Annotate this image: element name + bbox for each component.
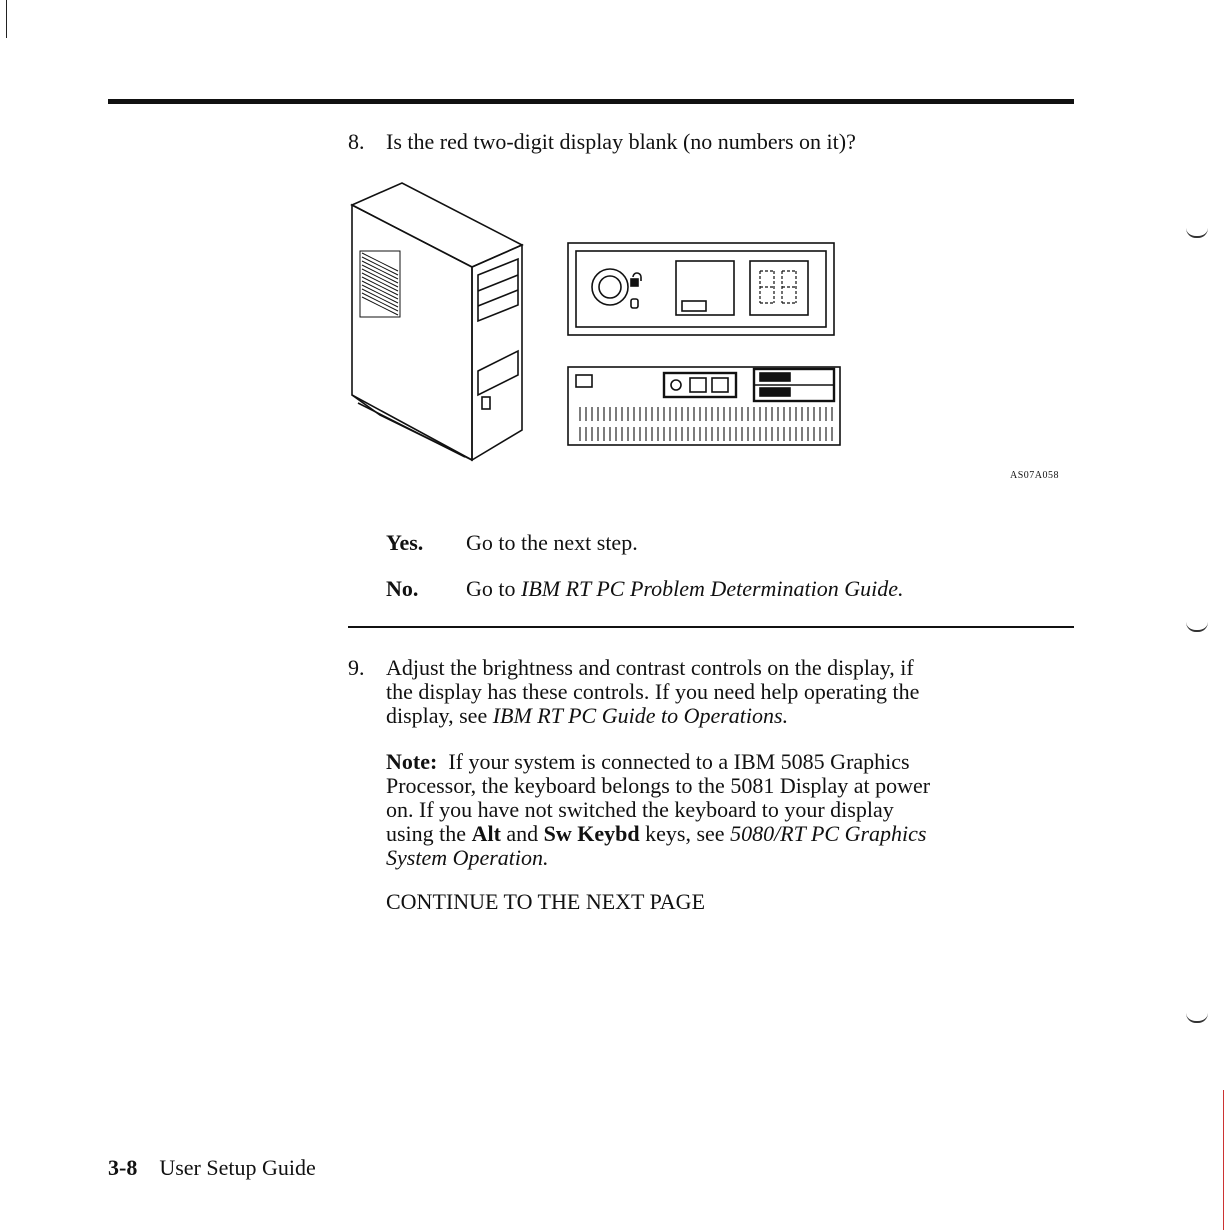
note-line-4-a: using the [386, 821, 472, 846]
operator-panel-drawing [568, 243, 834, 335]
tower-unit-drawing [352, 183, 522, 460]
alt-key-label: Alt [471, 821, 501, 846]
no-text-reference: IBM RT PC Problem Determination Guide. [521, 576, 904, 601]
step-8-question: Is the red two-digit display blank (no numbers on it)? [386, 129, 856, 154]
binder-mark [1186, 1013, 1208, 1023]
note-line-3: on. If you have not switched the keyboard to your display [386, 797, 894, 822]
step-9-line-3 [386, 704, 788, 728]
top-rule [108, 99, 1074, 104]
note-reference-2: System Operation. [386, 845, 549, 870]
step-8-number: 8. [348, 129, 365, 154]
binder-mark [1186, 622, 1208, 632]
page-number: 3-8 [108, 1155, 138, 1180]
note-line-5 [386, 846, 549, 870]
note-line-4-b: and [500, 821, 544, 846]
binder-mark [1186, 228, 1208, 238]
yes-text: Go to the next step. [466, 530, 638, 555]
no-label: No. [386, 576, 419, 601]
section-rule [348, 626, 1074, 628]
front-panel-drawing [568, 367, 840, 445]
scan-edge-line [1223, 1090, 1224, 1230]
continue-text: CONTINUE TO THE NEXT PAGE [386, 889, 706, 914]
no-text-prefix: Go to [466, 576, 521, 601]
note-line-4-c: keys, see [639, 821, 731, 846]
step-9-line-2: the display has these controls. If you need help operating the [386, 679, 920, 704]
figure-id: AS07A058 [1010, 470, 1060, 481]
scan-margin-line [6, 0, 7, 38]
note-reference-1: 5080/RT PC Graphics [730, 821, 927, 846]
note-label: Note: [386, 749, 438, 774]
note-line-1 [386, 750, 910, 774]
step-9-line-3-prefix: display, see [386, 703, 493, 728]
no-text [466, 577, 904, 601]
note-line-4 [386, 822, 926, 846]
note-line-2: Processor, the keyboard belongs to the 5081 Display at power [386, 773, 931, 798]
yes-label: Yes. [386, 530, 424, 555]
page-footer [108, 1155, 316, 1181]
note-line-1-text: If your system is connected to a IBM 5085 Graphics [437, 749, 910, 774]
sw-keybd-key-label: Sw Keybd [543, 821, 640, 846]
step-9-line-1: Adjust the brightness and contrast controls on the display, if [386, 655, 914, 680]
step-9-number: 9. [348, 655, 365, 680]
step-9-reference: IBM RT PC Guide to Operations. [492, 703, 789, 728]
footer-title: User Setup Guide [159, 1155, 316, 1180]
system-unit-illustration [340, 175, 860, 465]
